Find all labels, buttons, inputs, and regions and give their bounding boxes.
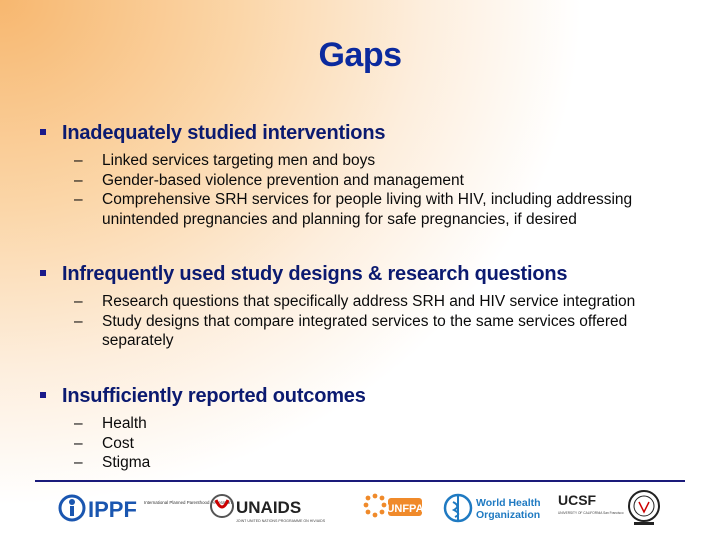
list-item-text: Research questions that specifically address SRH and HIV service integration xyxy=(102,293,636,310)
list-item-text: Comprehensive SRH services for people living with HIV, including addressing unintended pregnancies and planning for safe pregnancies, if desired xyxy=(102,191,633,228)
square-bullet-icon xyxy=(40,129,46,135)
list-item xyxy=(74,312,700,351)
unfpa-logo-text: UNFPA xyxy=(386,503,424,515)
slide-title: Gaps xyxy=(318,36,402,74)
section-heading-row xyxy=(40,122,700,145)
ippf-logo-subtext: International Planned Parenthood Federation xyxy=(144,500,232,505)
list-item-text: Study designs that compare integrated services to the same services offered separately xyxy=(102,312,628,349)
section-outcomes xyxy=(40,385,700,473)
list-item-text: Cost xyxy=(102,434,134,452)
section-heading: Inadequately studied interventions xyxy=(62,122,386,144)
dash-bullet: – xyxy=(74,191,83,208)
section-heading: Infrequently used study designs & research questions xyxy=(62,263,568,285)
dash-bullet: – xyxy=(74,434,83,452)
ippf-logo-text: IPPF xyxy=(88,497,137,522)
sub-list xyxy=(74,414,700,473)
list-item-text: Stigma xyxy=(102,454,151,471)
unaids-logo-subtext: JOINT UNITED NATIONS PROGRAMME ON HIV/AIDS xyxy=(236,519,326,523)
unaids-logo-text: UNAIDS xyxy=(236,498,302,517)
list-item-text: Linked services targeting men and boys xyxy=(102,152,376,169)
section-heading: Insufficiently reported outcomes xyxy=(62,385,366,407)
who-logo xyxy=(443,488,548,528)
seal-logo xyxy=(626,488,662,528)
dash-bullet: – xyxy=(74,171,83,189)
list-item xyxy=(74,190,700,229)
section-heading-row xyxy=(40,385,700,408)
dash-bullet: – xyxy=(74,454,83,471)
partner-logos xyxy=(58,488,668,528)
who-logo-text-line1: World Health xyxy=(476,497,541,509)
dash-bullet: – xyxy=(74,312,83,330)
who-logo-text-line2: Organization xyxy=(476,509,541,521)
square-bullet-icon xyxy=(40,392,46,398)
sub-list xyxy=(74,151,700,229)
list-item xyxy=(74,434,700,454)
ucsf-logo-text: UCSF xyxy=(558,492,597,508)
unfpa-logo xyxy=(358,488,428,528)
section-interventions xyxy=(40,122,700,229)
section-study-designs xyxy=(40,263,700,351)
seal-icon xyxy=(626,488,662,528)
unaids-logo-icon xyxy=(208,488,338,528)
list-item xyxy=(74,151,700,171)
list-item-text: Gender-based violence prevention and management xyxy=(102,171,464,189)
unaids-logo xyxy=(208,488,338,528)
ucsf-logo-subtext: UNIVERSITY OF CALIFORNIA San Francisco xyxy=(558,511,624,515)
ippf-logo-icon xyxy=(58,488,232,528)
list-item xyxy=(74,453,700,473)
ippf-logo xyxy=(58,488,232,528)
footer-divider xyxy=(35,480,685,482)
list-item xyxy=(74,171,700,191)
dash-bullet: – xyxy=(74,152,83,169)
dash-bullet: – xyxy=(74,293,83,310)
list-item-text: Health xyxy=(102,415,147,432)
dash-bullet: – xyxy=(74,415,83,432)
list-item xyxy=(74,414,700,434)
unfpa-logo-icon xyxy=(358,488,428,528)
list-item xyxy=(74,292,700,312)
sub-list xyxy=(74,292,700,351)
who-logo-icon xyxy=(443,488,548,528)
square-bullet-icon xyxy=(40,270,46,276)
ucsf-logo-icon xyxy=(556,488,624,528)
ucsf-logo xyxy=(556,488,624,528)
section-heading-row xyxy=(40,263,700,286)
